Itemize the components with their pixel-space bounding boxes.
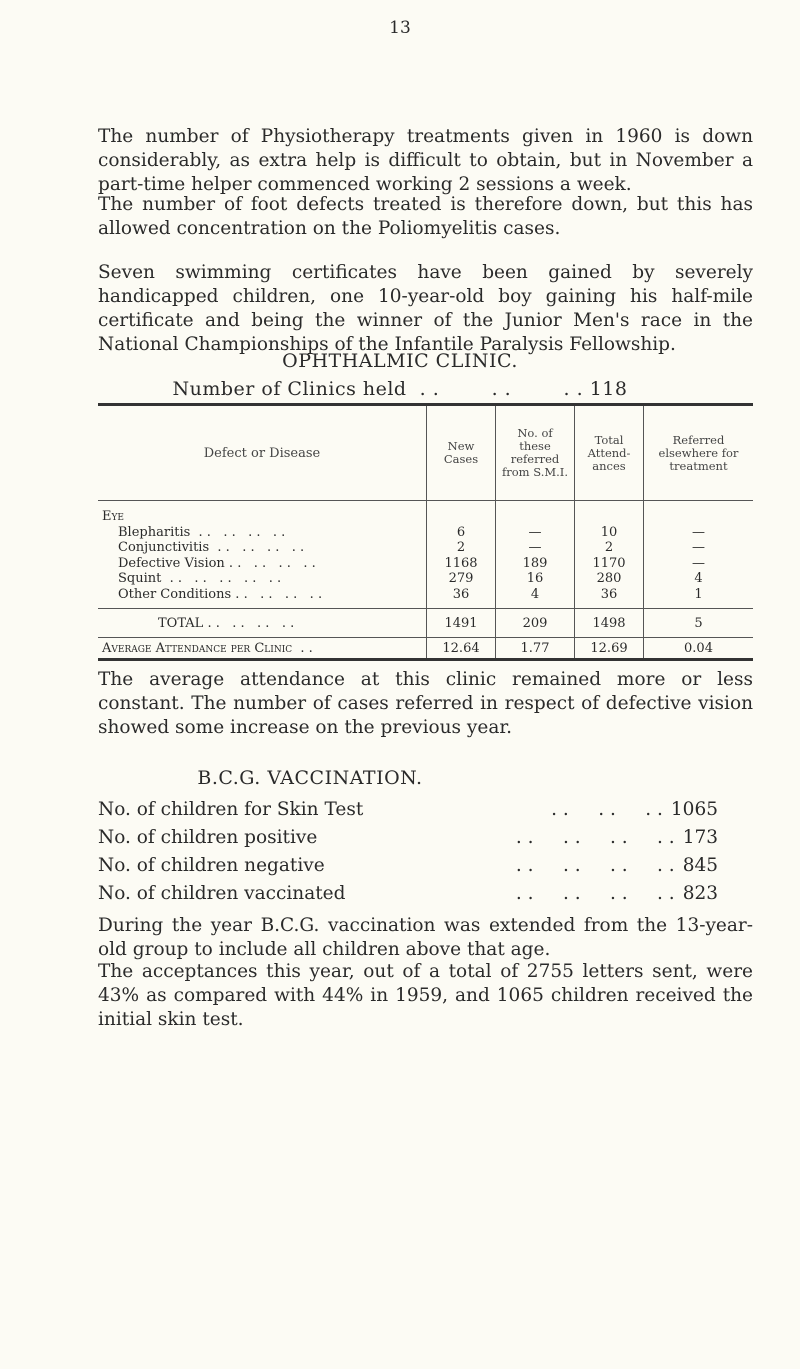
group-eye: Eye (102, 509, 125, 524)
bcg-label: No. of children positive (98, 827, 318, 848)
header-referred-elsewhere: Referred elsewhere for treatment (644, 405, 754, 501)
referred-smi-column (496, 501, 575, 609)
total-row (98, 609, 753, 638)
average-label: Average Attendance per Clinic . . (98, 638, 427, 660)
cell: 6 (456, 524, 466, 540)
page-number: 13 (389, 18, 411, 38)
bcg-value: 173 (682, 827, 718, 848)
cell: — (528, 524, 542, 540)
bcg-title: B.C.G. VACCINATION. (197, 767, 423, 789)
ophthalmic-table (98, 403, 753, 661)
total-label: TOTAL . . . . . . . . (98, 609, 427, 638)
bcg-row (98, 883, 718, 911)
cell: 36 (600, 586, 618, 602)
row-label: Blepharitis . . . . . . . . (118, 524, 286, 540)
table-body (98, 501, 753, 609)
cell: 0.04 (644, 638, 754, 660)
cell: — (692, 540, 705, 555)
table-header-row (98, 405, 753, 501)
cell: 1 (694, 586, 703, 602)
cell: 1498 (575, 609, 644, 638)
cell: — (692, 555, 705, 571)
disease-column (98, 501, 427, 609)
row-label: Conjunctivitis . . . . . . . . (118, 540, 305, 555)
cell: 5 (644, 609, 754, 638)
paragraph-bcg-extended: During the year B.C.G. vaccination was extended from the 13-year-old group to include all children above that age. (98, 915, 753, 960)
cell: 280 (596, 571, 622, 586)
bcg-label: No. of children negative (98, 855, 325, 876)
cell: 1170 (592, 555, 626, 571)
clinics-held: Number of Clinics held . . . . . . 118 (172, 378, 628, 400)
cell: 2 (604, 540, 614, 555)
header-referred-smi: No. of these referred from S.M.I. (496, 405, 575, 501)
paragraph-average-attendance: The average attendance at this clinic remained more or less constant. The number of cases referred in respect of defective vision showed some increase on the previous year. (98, 669, 753, 738)
cell: — (692, 524, 705, 540)
paragraph-acceptances: The acceptances this year, out of a total of 2755 letters sent, were 43% as compared with 44% in 1959, and 1065 children received the initial skin test. (98, 961, 753, 1030)
bcg-row (98, 827, 718, 855)
bcg-row (98, 855, 718, 883)
average-row (98, 638, 753, 660)
cell: 16 (526, 571, 544, 586)
bcg-list (98, 799, 718, 911)
cell: 4 (694, 571, 703, 586)
referred-elsewhere-column (644, 501, 754, 609)
cell: 10 (600, 524, 618, 540)
cell: 279 (448, 571, 474, 586)
header-total-attendances: Total Attend-ances (575, 405, 644, 501)
cell: 189 (522, 555, 548, 571)
new-cases-column (427, 501, 496, 609)
leader-dots: . . . . . . . . (515, 883, 675, 904)
leader-dots: . . . . . . . . (515, 855, 675, 876)
ophthalmic-title: OPHTHALMIC CLINIC. (282, 350, 518, 372)
cell: 4 (530, 586, 540, 602)
bcg-value: 823 (682, 883, 718, 904)
header-defect: Defect or Disease (98, 405, 427, 501)
bcg-label: No. of children for Skin Test (98, 799, 364, 820)
cell: 12.69 (575, 638, 644, 660)
bcg-row (98, 799, 718, 827)
leader-dots: . . . . . . . . (515, 827, 675, 848)
bcg-label: No. of children vaccinated (98, 883, 346, 904)
cell: — (528, 540, 542, 555)
cell: 1168 (444, 555, 478, 571)
paragraph-foot-defects: The number of foot defects treated is therefore down, but this has allowed concentration on the Poliomyelitis cases. (98, 194, 753, 239)
bcg-value: 1065 (670, 799, 718, 820)
cell: 1491 (427, 609, 496, 638)
header-new-cases: New Cases (427, 405, 496, 501)
cell: 209 (496, 609, 575, 638)
row-label: Other Conditions . . . . . . . . (118, 586, 323, 602)
row-label: Defective Vision . . . . . . . . (118, 555, 316, 571)
row-label: Squint . . . . . . . . . . (118, 571, 282, 586)
leader-dots: . . . . . . (551, 799, 663, 820)
cell: 2 (456, 540, 466, 555)
paragraph-physiotherapy: The number of Physiotherapy treatments given in 1960 is down considerably, as extra help is difficult to obtain, but in November a part-time helper commenced working 2 sessions a week. (98, 126, 753, 195)
cell: 1.77 (496, 638, 575, 660)
bcg-value: 845 (682, 855, 718, 876)
paragraph-swimming: Seven swimming certificates have been gained by severely handicapped children, one 10-year-old boy gaining his half-mile certificate and being the winner of the Junior Men's race in the National Championships of the Infantile Paralysis Fellowship. (98, 262, 753, 355)
cell: 12.64 (427, 638, 496, 660)
total-attendances-column (575, 501, 644, 609)
cell: 36 (452, 586, 470, 602)
